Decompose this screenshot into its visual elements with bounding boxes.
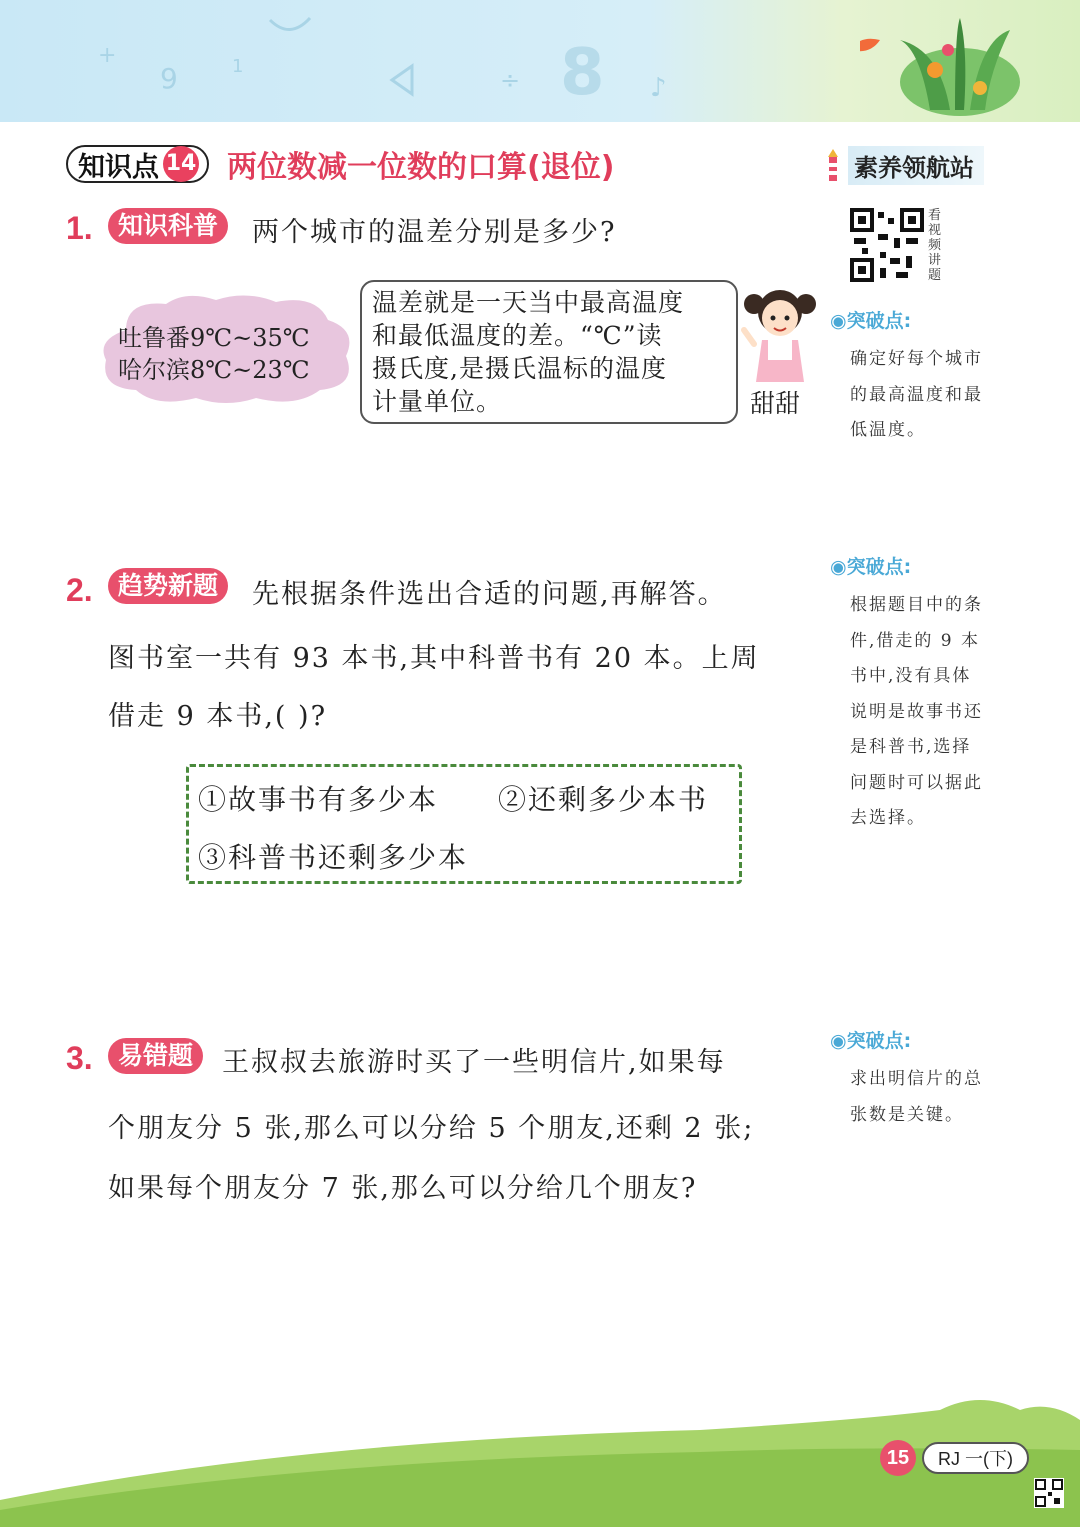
tip-line: 件,借走的 9 本 <box>850 630 981 651</box>
tip-line: 确定好每个城市 <box>850 349 983 369</box>
question-1-prompt: 两个城市的温差分别是多少? <box>252 217 617 248</box>
question-2-tip <box>850 588 1010 837</box>
question-3-tip-heading: ◉突破点: <box>830 1030 912 1052</box>
question-2-body-line-1: 图书室一共有 93 本书,其中科普书有 20 本。上周 <box>108 643 760 674</box>
speaker-name: 甜甜 <box>750 389 801 418</box>
tip-line: 书中,没有具体 <box>850 666 972 686</box>
qr-label: 看视频讲题 <box>928 208 942 283</box>
tip-line: 的最高温度和最 <box>850 384 983 405</box>
question-3-tag: 易错题 <box>108 1038 203 1074</box>
question-3-body-line-1: 个朋友分 5 张,那么可以分给 5 个朋友,还剩 2 张; <box>108 1113 755 1144</box>
station-label: 素养领航站 <box>848 146 984 185</box>
tip-line: 问题时可以据此 <box>850 772 983 793</box>
bubble-line-4: 计量单位。 <box>372 387 503 416</box>
tip-line: 求出明信片的总 <box>850 1069 983 1089</box>
question-3-tip <box>850 1062 1010 1133</box>
question-2-prompt: 先根据条件选出合适的问题,再解答。 <box>252 579 727 610</box>
plant-illustration <box>860 10 1040 120</box>
question-1-tip-heading-text: 突破点: <box>846 310 912 332</box>
bubble-line-2: 和最低温度的差。“℃”读 <box>372 321 663 350</box>
page-number: 15 <box>880 1440 916 1476</box>
page-badge <box>880 1440 1029 1476</box>
tip-line: 是科普书,选择 <box>850 737 972 757</box>
svg-text:♪: ♪ <box>650 73 667 103</box>
section-label: 知识点 <box>78 151 159 183</box>
literacy-station <box>826 146 984 185</box>
speech-bubble <box>360 280 738 424</box>
book-label: RJ 一(下) <box>922 1442 1029 1474</box>
question-1-tip-heading: ◉突破点: <box>830 310 912 332</box>
tip-line: 低温度。 <box>850 420 926 440</box>
svg-text:9: 9 <box>160 62 178 95</box>
tip-line: 根据题目中的条 <box>850 595 983 615</box>
svg-text:1: 1 <box>232 56 244 77</box>
small-qr-code <box>1034 1478 1064 1508</box>
bubble-line-1: 温差就是一天当中最高温度 <box>372 288 685 317</box>
question-1-tag: 知识科普 <box>108 208 228 244</box>
section-number: 14 <box>163 146 199 182</box>
cloud-line-1: 吐鲁番9℃~35℃ <box>118 324 310 352</box>
question-2-number: 2. <box>66 572 93 608</box>
question-2-tip-heading: ◉突破点: <box>830 556 912 578</box>
section-pill <box>66 145 209 183</box>
girl-character-illustration <box>740 278 820 390</box>
question-2-tip-heading-text: 突破点: <box>846 556 912 578</box>
tip-line: 张数是关键。 <box>850 1104 964 1125</box>
option-2[interactable]: ②还剩多少本书 <box>498 783 709 816</box>
section-heading <box>66 144 614 184</box>
question-2-tag: 趋势新题 <box>108 568 228 604</box>
question-3-body-line-2: 如果每个朋友分 7 张,那么可以分给几个朋友? <box>108 1173 698 1204</box>
qr-code[interactable] <box>850 208 924 282</box>
section-title: 两位数减一位数的口算(退位) <box>227 150 615 185</box>
cloud-line-2: 哈尔滨8℃~23℃ <box>118 356 310 384</box>
option-3[interactable]: ③科普书还剩多少本 <box>198 841 469 874</box>
svg-text:÷: ÷ <box>500 66 521 94</box>
question-3-number: 3. <box>66 1040 93 1076</box>
question-2-body-line-2: 借走 9 本书,( )? <box>108 701 328 732</box>
question-3-tip-heading-text: 突破点: <box>846 1030 912 1052</box>
svg-text:8: 8 <box>560 36 605 110</box>
lighthouse-icon <box>826 149 840 183</box>
option-1[interactable]: ①故事书有多少本 <box>198 783 439 816</box>
tip-line: 去选择。 <box>850 808 926 828</box>
header-banner <box>0 0 1080 122</box>
bubble-line-3: 摄氏度,是摄氏温标的温度 <box>372 354 667 383</box>
question-1-tip <box>850 342 1010 449</box>
svg-text:+: + <box>98 43 117 68</box>
question-3-prompt: 王叔叔去旅游时买了一些明信片,如果每 <box>222 1047 726 1078</box>
tip-line: 说明是故事书还 <box>850 701 983 722</box>
question-1-number: 1. <box>66 210 93 246</box>
